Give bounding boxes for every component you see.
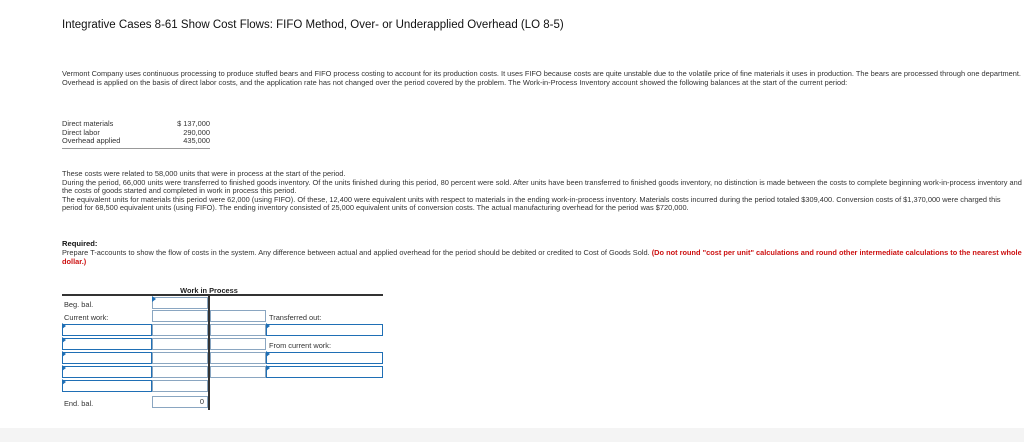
transferred-amount-input[interactable] [210,310,266,322]
cost-value: 290,000 [183,127,210,137]
debit-label-input-3[interactable] [62,352,152,364]
required-paragraph [62,249,1022,266]
credit-label-input-1[interactable] [266,324,383,336]
cost-value: 435,000 [183,136,210,146]
required-text: Prepare T-accounts to show the flow of costs in the system. Any difference between actual and applied overhead for the period should be debited or credited to Cost of Goods Sold. [62,248,650,257]
from-current-amount-input[interactable] [210,338,266,350]
detail-text: During the period, 66,000 units were transferred to finished goods inventory. Of the units finished during this period, 80 percent were sold. After units have been transferred to finished goods inventory, no distinction is made between the costs to complete beginning work-in-process inventory and the costs of goods started and completed in work in process this period. [62,177,1022,196]
dropdown-marker-icon [62,351,66,357]
dropdown-marker-icon [266,351,270,357]
detail-text: The equivalent units for materials this period were 62,000 (using FIFO). Of these, 12,400 were equivalent units with respect to materials in the ending work-in-process inventory. Materials costs incurred during the period totaled $309,400. Conversion costs of $1,370,000 were charged this period for 68,500 equivalent units (using FIFO). The ending inventory consisted of 25,000 equivalent units of conversion costs. The actual manufacturing overhead for the period was $720,000. [62,194,1001,213]
cost-label: Direct materials [62,119,114,128]
debit-label-input-2[interactable] [62,338,152,350]
t-account-title: Work in Process [180,286,238,295]
debit-amount-input-5[interactable] [152,380,208,392]
dropdown-marker-icon [62,337,66,343]
current-work-amount-input[interactable] [152,310,208,322]
cost-row-overhead [62,137,210,146]
credit-label-input-3[interactable] [266,366,383,378]
credit-amount-input-2[interactable] [210,352,266,364]
intro-text-1: Vermont Company uses continuous processing to produce stuffed bears and FIFO process costing to account for its production costs. It uses FIFO because costs are quite unstable due to the volatile price of fine materials it uses in production. The bears are processed through one department. [62,69,1021,78]
intro-paragraph [62,70,1022,87]
credit-amount-input-3[interactable] [210,366,266,378]
detail-text: These costs were related to 58,000 units that were in process at the start of the period. [62,169,346,178]
debit-label-input-1[interactable] [62,324,152,336]
intro-text-2: Overhead is applied on the basis of direct labor costs, and the application rate has not changed over the period covered by the problem. The Work-in-Process Inventory account showed the following balances at the start of the current period: [62,77,848,87]
cost-value: $ 137,000 [177,119,210,128]
bottom-toolbar-strip [0,428,1024,442]
debit-label-input-5[interactable] [62,380,152,392]
beginning-costs-table [62,120,210,146]
from-current-work-label: From current work: [269,341,332,350]
credit-label-input-2[interactable] [266,352,383,364]
dropdown-marker-icon [152,296,156,302]
transferred-out-label: Transferred out: [269,313,322,322]
dropdown-marker-icon [266,365,270,371]
dropdown-marker-icon [62,379,66,385]
rounding-note: (Do not round "cost per unit" calculations and round other intermediate calculations to the nearest whole dollar.) [62,248,1022,266]
end-bal-label: End. bal. [64,399,94,408]
cost-label: Direct labor [62,127,100,137]
debit-amount-input-4[interactable] [152,366,208,378]
beg-bal-label: Beg. bal. [64,300,94,309]
page-title: Integrative Cases 8-61 Show Cost Flows: FIFO Method, Over- or Underapplied Overhead (LO 8-5) [62,19,564,31]
table-divider [62,148,210,149]
credit-amount-input-1[interactable] [210,324,266,336]
dropdown-marker-icon [62,323,66,329]
t-account-top-rule [62,294,383,296]
end-bal-amount: 0 [152,396,208,408]
dropdown-marker-icon [62,365,66,371]
debit-amount-input-1[interactable] [152,324,208,336]
required-heading: Required: [62,239,98,248]
beg-bal-amount-input[interactable] [152,297,208,309]
cost-label: Overhead applied [62,136,121,146]
debit-amount-input-3[interactable] [152,352,208,364]
details-paragraph [62,170,1022,213]
dropdown-marker-icon [266,323,270,329]
debit-label-input-4[interactable] [62,366,152,378]
debit-amount-input-2[interactable] [152,338,208,350]
current-work-label: Current work: [64,313,109,322]
